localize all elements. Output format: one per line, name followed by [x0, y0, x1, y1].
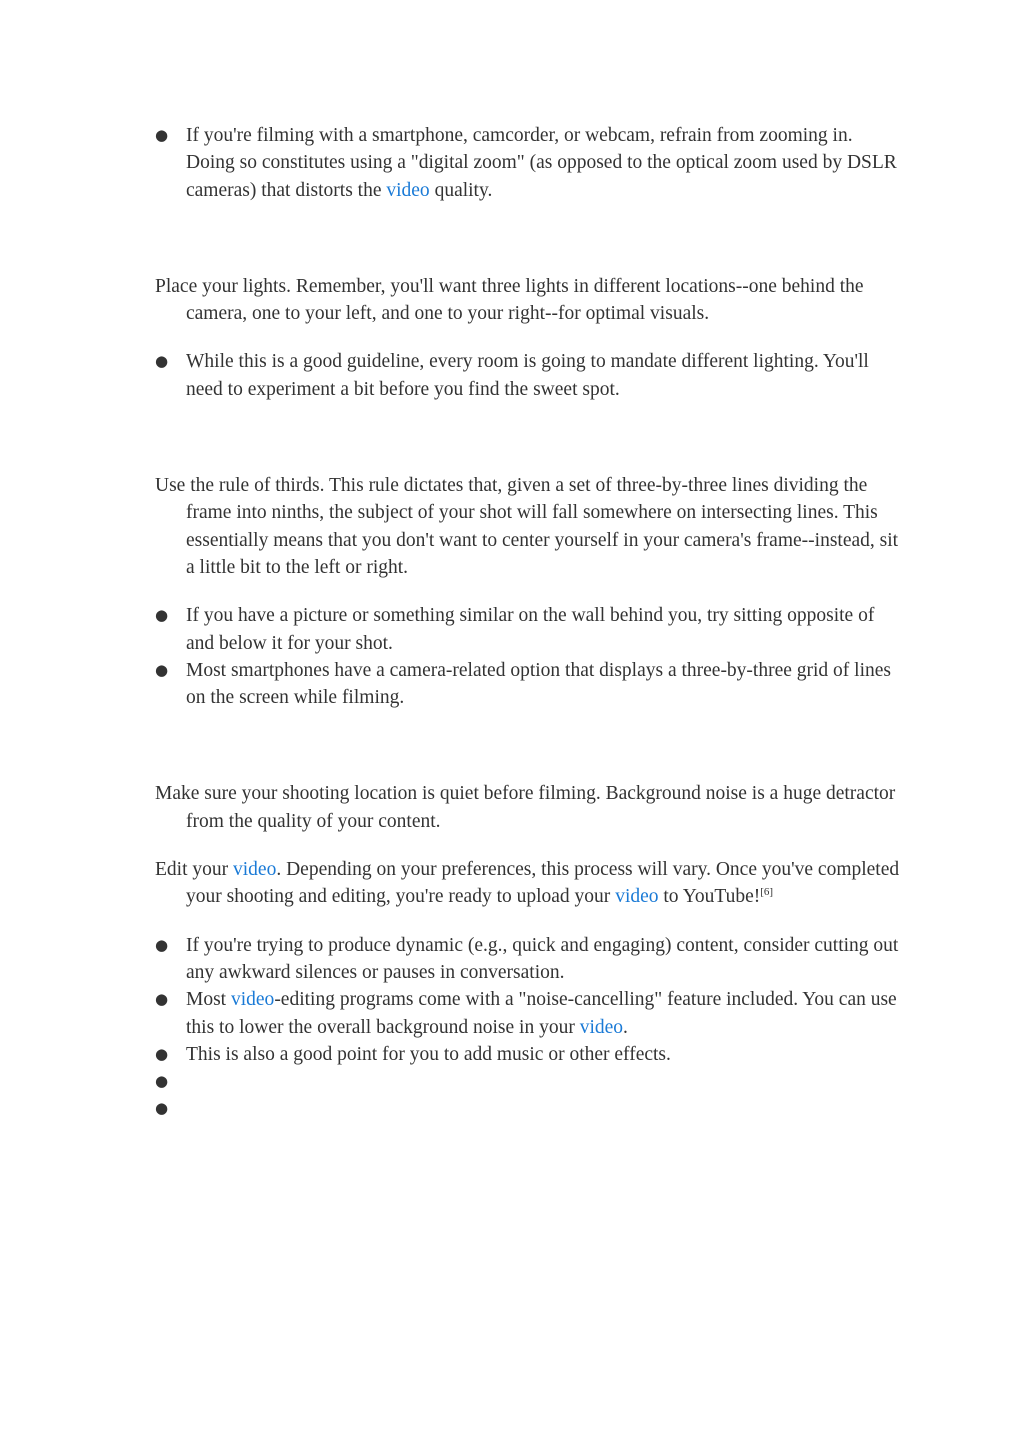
bullet-text: Most smartphones have a camera-related option that displays a three-by-three grid of lines on the screen while filming.: [186, 659, 892, 709]
citation-reference[interactable]: [6]: [760, 886, 774, 899]
video-link[interactable]: video: [230, 989, 275, 1011]
bullet-dot-icon: ●: [155, 1072, 169, 1091]
bullet-text: quality.: [429, 179, 493, 201]
bullet-dot-icon: ●: [155, 935, 169, 954]
bullet-list-zoom: [155, 122, 900, 204]
bullet-list-thirds: [155, 602, 900, 711]
paragraph-text: . Depending on your preferences, this process will vary. Once you've completed your shooting and editing, you're ready to upload your: [186, 859, 900, 908]
bullet-text: Most: [186, 989, 231, 1011]
list-item: [155, 986, 900, 1041]
paragraph-rule-of-thirds: Use the rule of thirds. This rule dictates that, given a set of three-by-three lines dividing the frame into ninths, the subject of your shot will fall somewhere on intersecting lines. This essentially means that you don't want to center yourself in your camera's frame--instead, sit a little bit to the left or right.: [155, 475, 899, 578]
list-item-empty: [155, 1068, 900, 1095]
list-item: [155, 932, 900, 987]
bullet-dot-icon: ●: [155, 352, 169, 371]
paragraph-text: Edit your: [155, 859, 233, 881]
bullet-text: If you're filming with a smartphone, camcorder, or webcam, refrain from zooming in. Doing so constitutes using a "digital zoom" (as opposed to the optical zoom used by DSLR cameras) that distorts the: [186, 125, 897, 201]
bullet-list-lights: [155, 348, 900, 403]
paragraph-quiet-location: Make sure your shooting location is quiet before filming. Background noise is a huge detractor from the quality of your content.: [155, 783, 896, 832]
bullet-dot-icon: ●: [155, 126, 169, 144]
paragraph-edit-video: [155, 856, 900, 911]
video-link[interactable]: video: [579, 1016, 624, 1038]
paragraph-lights: Place your lights. Remember, you'll want three lights in different locations--one behind the camera, one to your left, and one to your right--for optimal visuals.: [155, 275, 864, 325]
list-item: [155, 1041, 900, 1068]
bullet-dot-icon: ●: [155, 1099, 169, 1118]
bullet-dot-icon: ●: [155, 1044, 169, 1063]
video-link[interactable]: video: [233, 859, 277, 881]
list-item: [155, 657, 900, 712]
bullet-list-editing: [155, 932, 900, 1123]
bullet-text: -editing programs come with a "noise-cancelling" feature included. You can use this to lower the overall background noise in your: [186, 989, 897, 1038]
video-link[interactable]: video: [615, 886, 659, 908]
list-item: [155, 348, 900, 403]
list-item-empty: [155, 1095, 900, 1122]
bullet-text: If you're trying to produce dynamic (e.g., quick and engaging) content, consider cutting out any awkward silences or pauses in conversation.: [186, 934, 899, 983]
list-item: [155, 602, 900, 657]
paragraph-text: to YouTube!: [658, 886, 761, 908]
bullet-text: .: [623, 1016, 628, 1038]
bullet-text: If you have a picture or something similar on the wall behind you, try sitting opposite of and below it for your shot.: [186, 605, 875, 654]
bullet-text: This is also a good point for you to add music or other effects.: [186, 1043, 671, 1065]
video-link[interactable]: video: [386, 179, 430, 201]
bullet-text: While this is a good guideline, every room is going to mandate different lighting. You'll need to experiment a bit before you find the sweet spot.: [186, 351, 869, 400]
document-page: [155, 122, 900, 1123]
bullet-dot-icon: ●: [155, 660, 169, 679]
list-item: [155, 122, 900, 204]
bullet-dot-icon: ●: [155, 990, 169, 1009]
bullet-dot-icon: ●: [155, 606, 169, 625]
